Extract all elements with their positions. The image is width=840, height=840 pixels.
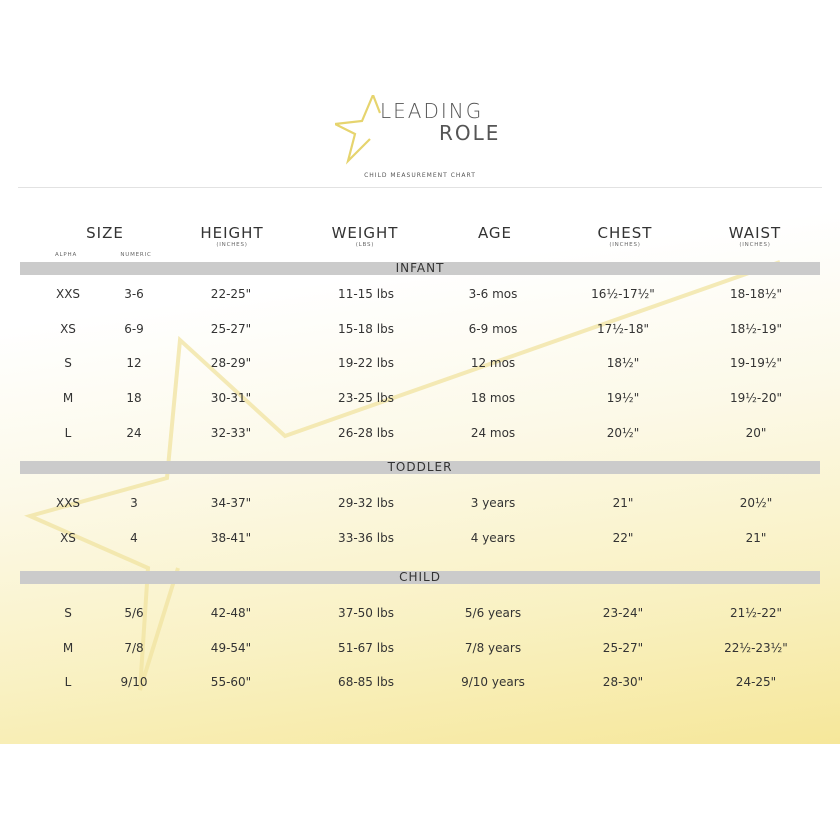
cell-alpha: L — [64, 675, 72, 690]
cell-alpha: XXS — [55, 287, 81, 301]
cell-age: 7/8 years — [464, 640, 522, 655]
cell-waist: 18½-19" — [729, 321, 783, 336]
cell-chest: 21" — [612, 496, 634, 510]
cell-chest: 25-27" — [602, 640, 644, 655]
cell-numeric: 4 — [130, 530, 138, 545]
cell-age: 24 mos — [470, 425, 516, 440]
header-chest-unit: (INCHES) — [609, 242, 641, 248]
cell-waist: 21" — [745, 530, 767, 545]
cell-alpha: XS — [60, 530, 76, 545]
cell-weight: 33-36 lbs — [338, 530, 394, 545]
cell-weight: 26-28 lbs — [338, 425, 394, 440]
cell-height: 25-27" — [210, 321, 252, 336]
cell-age: 18 mos — [470, 391, 516, 406]
cell-alpha: L — [64, 425, 72, 440]
cell-chest: 18½" — [606, 356, 640, 371]
cell-weight: 11-15 lbs — [338, 287, 394, 301]
cell-numeric: 3 — [130, 496, 138, 510]
header-divider — [18, 187, 822, 188]
cell-height: 34-37" — [210, 496, 252, 510]
cell-waist: 18-18½" — [729, 287, 783, 301]
cell-age: 3 years — [470, 496, 516, 510]
header-age: AGE — [477, 224, 513, 242]
cell-waist: 24-25" — [735, 675, 777, 690]
cell-waist: 19-19½" — [729, 356, 783, 371]
cell-weight: 29-32 lbs — [338, 496, 394, 510]
cell-height: 42-48" — [210, 606, 252, 620]
table-row — [0, 322, 840, 342]
cell-chest: 22" — [612, 530, 634, 545]
cell-waist: 22½-23½" — [724, 640, 788, 655]
header-alpha: ALPHA — [54, 252, 78, 258]
table-row — [0, 675, 840, 695]
cell-chest: 28-30" — [602, 675, 644, 690]
cell-chest: 16½-17½" — [591, 287, 655, 301]
cell-chest: 23-24" — [602, 606, 644, 620]
cell-alpha: S — [64, 606, 72, 620]
header-chest: CHEST — [597, 224, 653, 242]
header-size: SIZE — [86, 224, 124, 242]
cell-numeric: 24 — [126, 425, 142, 440]
header-waist-unit: (INCHES) — [739, 242, 771, 248]
cell-height: 32-33" — [210, 425, 252, 440]
brand-logo — [335, 95, 510, 165]
table-row — [0, 641, 840, 661]
cell-numeric: 3-6 — [124, 287, 144, 301]
cell-age: 4 years — [470, 530, 516, 545]
cell-weight: 51-67 lbs — [338, 640, 394, 655]
table-row — [0, 606, 840, 626]
cell-waist: 20" — [745, 425, 767, 440]
cell-numeric: 18 — [126, 391, 142, 406]
cell-numeric: 7/8 — [124, 640, 144, 655]
cell-waist: 19½-20" — [729, 391, 783, 406]
header-height: HEIGHT — [200, 224, 264, 242]
cell-waist: 20½" — [739, 496, 773, 510]
cell-age: 6-9 mos — [468, 321, 518, 336]
header-waist: WAIST — [728, 224, 782, 242]
cell-weight: 23-25 lbs — [338, 391, 394, 406]
cell-age: 5/6 years — [464, 606, 522, 620]
section-band: INFANT — [20, 262, 820, 275]
cell-chest: 17½-18" — [596, 321, 650, 336]
cell-alpha: S — [64, 356, 72, 371]
logo-word-role: ROLE — [439, 121, 501, 145]
cell-alpha: XS — [60, 321, 76, 336]
cell-chest: 19½" — [606, 391, 640, 406]
cell-age: 12 mos — [470, 356, 516, 371]
cell-height: 38-41" — [210, 530, 252, 545]
cell-age: 9/10 years — [461, 675, 525, 690]
table-row — [0, 531, 840, 551]
logo-word-leading: LEADING — [380, 99, 484, 123]
cell-weight: 15-18 lbs — [338, 321, 394, 336]
header-weight: WEIGHT — [331, 224, 399, 242]
cell-height: 30-31" — [210, 391, 252, 406]
cell-numeric: 5/6 — [124, 606, 144, 620]
cell-weight: 19-22 lbs — [338, 356, 394, 371]
cell-height: 49-54" — [210, 640, 252, 655]
table-row — [0, 356, 840, 376]
cell-numeric: 6-9 — [124, 321, 144, 336]
cell-weight: 68-85 lbs — [338, 675, 394, 690]
table-row — [0, 426, 840, 446]
cell-height: 22-25" — [210, 287, 252, 301]
cell-alpha: M — [62, 640, 74, 655]
cell-weight: 37-50 lbs — [338, 606, 394, 620]
section-band: TODDLER — [20, 461, 820, 474]
table-row — [0, 391, 840, 411]
header-weight-unit: (LBS) — [355, 242, 375, 248]
cell-alpha: XXS — [55, 496, 81, 510]
header-height-unit: (INCHES) — [216, 242, 248, 248]
header-numeric: NUMERIC — [120, 252, 152, 258]
table-row — [0, 287, 840, 307]
chart-subtitle: CHILD MEASUREMENT CHART — [364, 172, 476, 179]
cell-numeric: 9/10 — [120, 675, 148, 690]
cell-alpha: M — [62, 391, 74, 406]
cell-waist: 21½-22" — [729, 606, 783, 620]
table-row — [0, 496, 840, 516]
cell-height: 28-29" — [210, 356, 252, 371]
section-band: CHILD — [20, 571, 820, 584]
cell-chest: 20½" — [606, 425, 640, 440]
cell-age: 3-6 mos — [468, 287, 518, 301]
cell-numeric: 12 — [126, 356, 142, 371]
cell-height: 55-60" — [210, 675, 252, 690]
